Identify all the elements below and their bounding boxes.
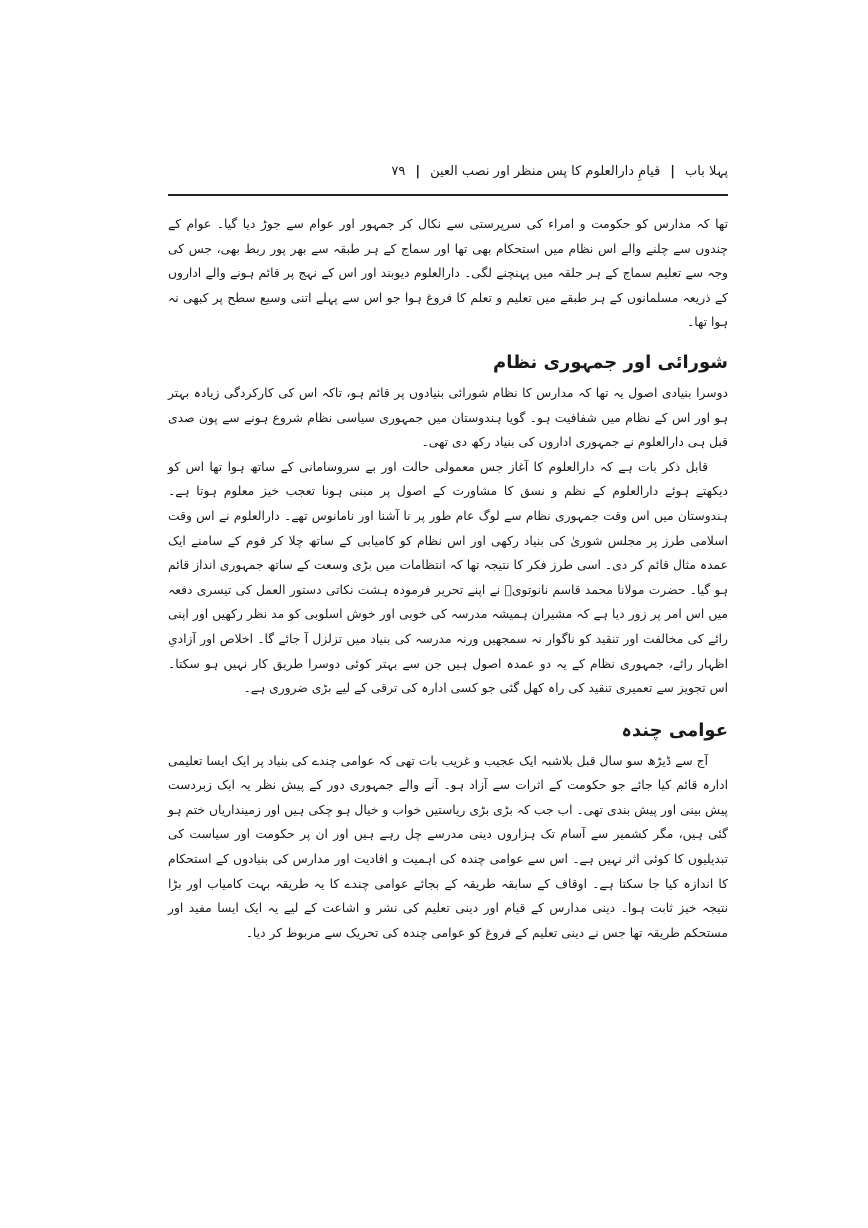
paragraph-shura-details: قابل ذکر بات ہے کہ دارالعلوم کا آغاز جس معمولی حالت اور بے سروسامانی کے ساتھ ہوا تھا اس کو دیکھتے ہوئے دارالعلوم کے نظم و نسق کا مشاورت کے اصول پر مبنی ہونا تعجب خیز معلوم ہوتا ہے۔ ہندوستان میں اس وقت جمہوری نظام سے لوگ عام طور پر نا آشنا اور نامانوس تھے۔ دارالعلوم نے اس وقت اسلامی طرز پر مجلس شوریٰ کی بنیاد رکھی اور اس نظام کو کامیابی کے ساتھ چلا کر قوم کے سامنے ایک عمدہ مثال قائم کر دی۔ اسی طرز فکر کا نتیجہ تھا کہ انتظامات میں بڑی وسعت کے ساتھ جمہوری انداز قائم ہو گیا۔ حضرت مولانا محمد قاسم نانوتویؒ نے اپنے تحریر فرمودہ ہشت نکاتی دستور العمل کی تیسری دفعہ میں اس امر پر زور دیا ہے کہ مشیران ہمیشہ مدرسہ کی خوبی اور خوش اسلوبی کو مد نظر رکھیں اور اپنی رائے کی مخالفت اور تنقید کو ناگوار نہ سمجھیں ورنہ مدرسہ کی بنیاد میں تزلزل آ جائے گا۔ اخلاص اور آزادیِ اظہار رائے، جمہوری نظام کے یہ دو عمدہ اصول ہیں جن سے بہتر کوئی دوسرا طریق کار نہیں ہو سکتا۔ اس تجویز سے تعمیری تنقید کی راہ کھل گئی جو کسی ادارہ کی ترقی کے لیے بڑی ضروری ہے۔ bbox=[168, 459, 728, 696]
running-title: قیامِ دارالعلوم کا پس منظر اور نصب العین bbox=[430, 164, 661, 179]
section-heading-chanda: عوامی چندہ bbox=[621, 719, 728, 741]
header-separator: | bbox=[415, 164, 421, 179]
paragraph-shura-principle: دوسرا بنیادی اصول یہ تھا کہ مدارس کا نظام شورائی بنیادوں پر قائم ہو، تاکہ اس کی کارکردگی زیادہ بہتر ہو اور اس کے نظام میں شفافیت ہو۔ گویا ہندوستان میں جمہوری سیاسی نظام شروع ہونے سے پون صدی قبل ہی دارالعلوم نے جمہوری اداروں کی بنیاد رکھ دی تھی۔ bbox=[168, 385, 728, 450]
header-rule bbox=[168, 194, 728, 196]
chapter-label: پہلا باب bbox=[685, 164, 728, 179]
paragraph-chanda: آج سے ڈیڑھ سو سال قبل بلاشبہ ایک عجیب و غریب بات تھی کہ عوامی چندے کی بنیاد پر ایک ایسا تعلیمی ادارہ قائم کیا جائے جو حکومت کے اثرات سے آزاد ہو۔ آنے والے جمہوری دور کے پیش نظر یہ ایک زبردست پیش بینی اور پیش بندی تھی۔ اب جب کہ بڑی بڑی ریاستیں خواب و خیال ہو چکی ہیں اور زمینداریاں ختم ہو گئی ہیں، مگر کشمیر سے آسام تک ہزاروں دینی مدرسے چل رہے ہیں اور ان پر حکومت اور سیاست کی تبدیلیوں کا کوئی اثر نہیں ہے۔ اس سے عوامی چندہ کی اہمیت و افادیت اور مدارس کی بنیادوں کے استحکام کا اندازہ کیا جا سکتا ہے۔ اوقاف کے سابقہ طریقہ کے بجائے عوامی چندے کا یہ طریقہ بہت کامیاب اور بڑا نتیجہ خیز ثابت ہوا۔ دینی مدارس کے قیام اور دینی تعلیم کی نشر و اشاعت کے لیے یہ ایک ایسا مفید اور مستحکم طریقہ تھا جس نے دینی تعلیم کے فروغ کو عوامی چندہ کی تحریک سے مربوط کر دیا۔ bbox=[168, 753, 728, 940]
book-page bbox=[168, 152, 728, 945]
section-heading-shura: شورائی اور جمہوری نظام bbox=[493, 351, 728, 373]
header-separator: | bbox=[670, 164, 676, 179]
paragraph-continuation: تھا کہ مدارس کو حکومت و امراء کی سرپرستی سے نکال کر جمہور اور عوام سے جوڑ دیا گیا۔ عوام کے چندوں سے چلنے والے اس نظام میں استحکام بھی تھا اور سماج کے ہر طبقہ سے بھر پور ربط بھی، جس کی وجہ سے تعلیم سماج کے ہر حلقہ میں پہنچنے لگی۔ دارالعلوم دیوبند اور اس کے نہج پر قائم ہونے والے اداروں کے ذریعہ مسلمانوں کے ہر طبقے میں تعلیم و تعلم کا فروغ ہوا جو اس سے پہلے اتنی وسیع سطح پر کبھی نہ ہوا تھا۔ bbox=[168, 217, 728, 330]
running-head bbox=[168, 152, 728, 192]
page-number: ۷۹ bbox=[391, 164, 406, 179]
